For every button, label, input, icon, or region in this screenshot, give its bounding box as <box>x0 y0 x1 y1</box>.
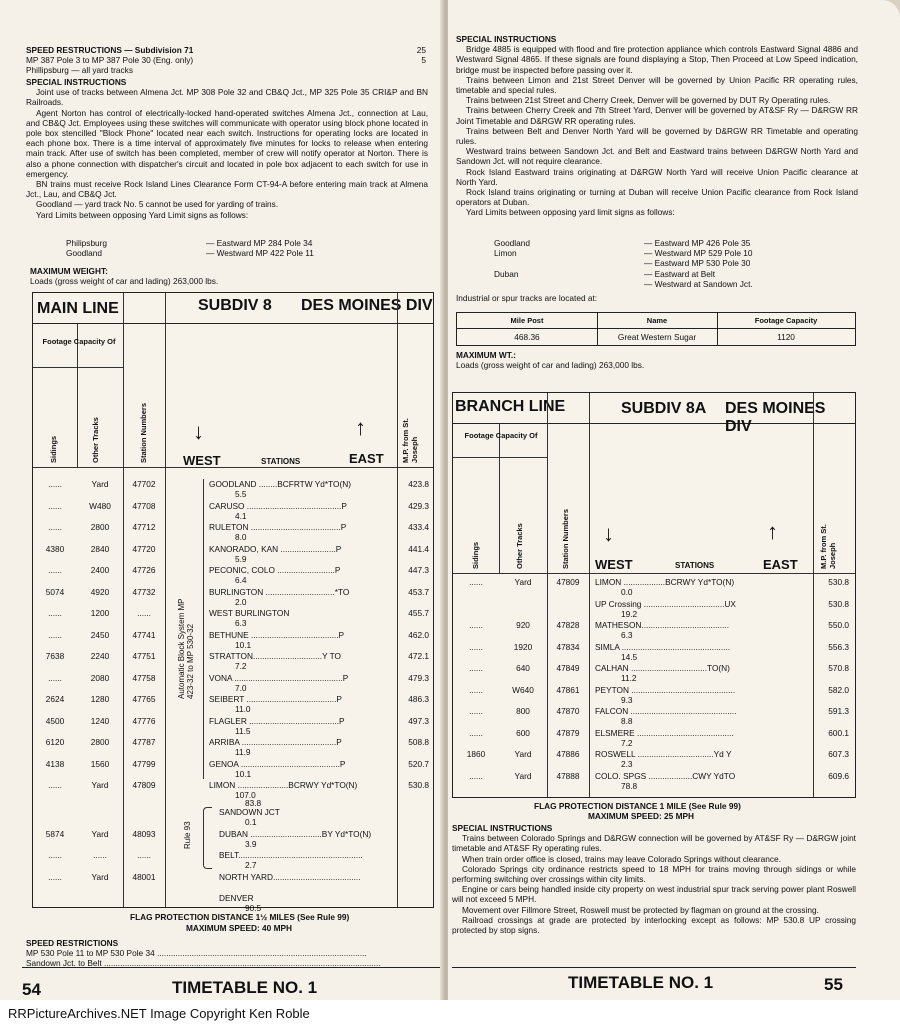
speed-restrictions-2 <box>26 938 438 969</box>
mile-post-cell: 433.4 <box>408 522 429 532</box>
stations-label: STATIONS <box>261 457 301 466</box>
watermark: RRPictureArchives.NET Image Copyright Ken Roble <box>0 1000 900 1027</box>
sidings-cell: 4380 <box>45 543 65 554</box>
station-numbers-header: Station Numbers <box>139 402 148 463</box>
flag-protection: FLAG PROTECTION DISTANCE 1 MILE (See Rule 99) <box>534 801 741 811</box>
yard-limits <box>66 238 314 258</box>
station-name: ARRIBA .........................................P <box>209 737 342 747</box>
page-number: 55 <box>824 975 843 994</box>
distance: 0.1 <box>245 817 257 827</box>
station-number-cell: 47809 <box>556 577 580 587</box>
table-division: DES MOINES DIV <box>301 297 433 314</box>
sidings-cell: 1860 <box>466 749 486 759</box>
paragraph: Trains between Belt and Denver North Yard will be governed by D&RGW RR Timetable and operating rules. <box>456 125 858 147</box>
other-tracks-cell: 800 <box>516 706 530 716</box>
yard-desc: — Eastward MP 426 Pole 35 <box>644 238 751 248</box>
paragraph: BN trains must receive Rock Island Lines Clearance Form CT-94-A before entering main track at Almena Jct., Lau, and CB&Q Jct. <box>26 179 428 200</box>
other-tracks-cell: 2080 <box>90 672 110 683</box>
arrow-down-icon: ↓ <box>603 521 614 546</box>
sidings-cell: 7638 <box>45 651 65 661</box>
yard-place <box>494 279 644 289</box>
spur-header: Name <box>646 316 668 325</box>
branch-line-table <box>452 392 856 798</box>
other-tracks-cell: 920 <box>516 620 530 630</box>
mile-post-cell: 472.1 <box>408 651 429 661</box>
block-system-label: Automatic Block System MP 423-32 to MP 530-32 <box>177 598 195 699</box>
sidings-cell: ...... <box>48 565 62 575</box>
other-tracks-cell: 4920 <box>90 586 110 597</box>
paragraph: Trains between Colorado Springs and D&RGW connection will be governed by AT&SF Ry — D&RGW joint timetable and AT&SF Ry operating rules. <box>452 833 856 854</box>
distance: 4.1 <box>235 510 247 521</box>
paragraph: Rock Island Eastward trains originating at D&RGW North Yard will receive Union Pacific clearance at North Yard. <box>456 166 858 187</box>
distance: 2.3 <box>621 759 633 769</box>
speed-title: SPEED RESTRUCTIONS — Subdivision 71 <box>26 45 194 55</box>
distance: 6.4 <box>235 575 247 585</box>
yard-desc: — Eastward at Belt <box>644 268 716 279</box>
yard-place: Limon <box>494 248 517 259</box>
other-tracks-cell: 1920 <box>513 641 533 652</box>
right-special-instructions <box>456 34 858 218</box>
mile-post-cell: 530.8 <box>828 577 849 587</box>
table-line-title: MAIN LINE <box>37 300 119 317</box>
mp-header: M.P. from St. Joseph <box>819 524 837 569</box>
station-number-cell: 47702 <box>132 479 156 489</box>
other-tracks-cell: 1240 <box>90 715 110 726</box>
max-wt-title: MAXIMUM WT.: <box>456 350 516 360</box>
distance: 10.1 <box>235 639 252 650</box>
max-weight-text: Loads (gross weight of car and lading) 263,000 lbs. <box>30 276 219 287</box>
station-name: MATHESON...................................... <box>595 620 729 630</box>
paragraph: Westward trains between Sandown Jct. and Belt and Eastward trains between D&RGW North Yard and Sandown Jct. will not require clearance. <box>456 146 858 167</box>
station-name: DENVER <box>219 893 254 903</box>
station-name: SIMLA ............................................... <box>595 641 731 652</box>
station-number-cell: 47741 <box>132 629 156 640</box>
station-number-cell: 47828 <box>556 620 580 630</box>
spur-table <box>456 312 856 346</box>
col-divider <box>499 423 500 573</box>
speed-line: Phillipsburg — all yard tracks <box>26 65 133 76</box>
paragraph: Joint use of tracks between Almena Jct. MP 308 Pole 32 and CB&Q Jct., MP 325 Pole 35 CRI&P and BN Railroads. <box>26 87 428 108</box>
paragraph: Railroad crossings at grade are protected by interlocking except as follows: MP 530.8 UP crossing protected by stop signs. <box>452 914 856 936</box>
sidings-cell: ...... <box>469 663 483 673</box>
mile-post-cell: 607.3 <box>828 749 849 759</box>
station-number-cell: 47776 <box>132 715 156 726</box>
station-name: LIMON ......................BCRWY Yd*TO(N) <box>209 780 358 790</box>
other-tracks-cell: 1200 <box>90 608 110 618</box>
other-tracks-cell: W480 <box>89 500 111 511</box>
speed-line: MP 387 Pole 3 to MP 387 Pole 30 (Eng. only) <box>26 55 194 66</box>
sidings-cell: ...... <box>469 727 483 738</box>
distance: 7.2 <box>235 661 247 671</box>
right-yard-limits <box>494 238 753 289</box>
mile-post-cell: 423.8 <box>408 479 429 489</box>
speed2-title: SPEED RESTRICTIONS <box>26 938 119 948</box>
west-label: WEST <box>595 557 633 572</box>
station-name: PECONIC, COLO .........................P <box>209 565 341 575</box>
mp-header: M.P. from St. Joseph <box>401 418 419 463</box>
paragraph: Trains between 21st Street and Cherry Creek, Denver will be governed by DUT Ry Operating rules. <box>466 95 831 106</box>
mile-post-cell: 591.3 <box>828 706 849 716</box>
station-number-cell: 48001 <box>132 871 156 882</box>
mile-post-cell: 530.8 <box>408 780 429 790</box>
paragraph: Trains between Cherry Creek and 7th Street Yard, Denver will be governed by AT&SF Ry — D&RGW RR Joint Timetable and D&RGW RR operating rules. <box>456 105 858 126</box>
other-tracks-cell: 2800 <box>90 522 110 532</box>
yard-desc: — Westward MP 529 Pole 10 <box>644 248 753 259</box>
other-tracks-cell: Yard <box>91 828 109 839</box>
distance: 90.5 <box>245 903 262 913</box>
station-name: ELSMERE .......................................... <box>595 727 734 738</box>
paragraph: Rock Island trains originating or turning at Duban will receive Union Pacific clearance from Rock Island operators at Duban. <box>456 187 858 208</box>
station-name: ROSWELL .................................Yd Y <box>595 749 732 759</box>
paragraph: Agent Norton has control of electrically-locked hand-operated switches Almena Jct., connection at Lau, and CB&Q Jct. Employees using these switches will communicate with operator using block phone located in pole box stencilled "Block Phone" located near each switch. Instructions for operating locks are located in each phone box. There is a time interval of approximately five minutes for locks to release when entering main track. After use of switch has been completed, member of crew will notify operator at Norton. There is also a phone connection with dispatcher's circuit and located in pole box adjacent to each switch for use in emergency. <box>26 107 428 179</box>
mile-post-cell: 462.0 <box>408 629 429 640</box>
arrow-down-icon: ↓ <box>193 419 204 444</box>
sidings-cell: ...... <box>469 770 483 781</box>
station-number-cell: 47879 <box>556 727 580 738</box>
left-page <box>0 0 445 1000</box>
max-wt-text: Loads (gross weight of car and lading) 263,000 lbs. <box>456 360 645 371</box>
mile-post-cell: 453.7 <box>408 586 429 597</box>
station-number-cell: 47758 <box>132 672 156 683</box>
distance: 5.5 <box>235 489 247 499</box>
speed-line-value: 5 <box>421 55 426 66</box>
distance: 11.9 <box>235 747 251 757</box>
main-line-table <box>32 292 434 913</box>
speed-restrictions <box>26 45 426 76</box>
col-divider <box>589 393 590 797</box>
mile-post-cell: 570.8 <box>828 663 849 673</box>
special-title: SPECIAL INSTRUCTIONS <box>26 77 127 87</box>
max-wt <box>456 350 644 370</box>
station-name: WEST BURLINGTON <box>209 608 290 618</box>
header-bottom-line <box>453 573 855 574</box>
sidings-cell: ...... <box>469 620 483 630</box>
station-name: VONA ...............................................P <box>209 672 349 683</box>
station-name: BELT...................................................... <box>219 850 363 860</box>
mile-post-cell: 600.1 <box>828 727 849 738</box>
sidings-cell: 4138 <box>45 758 65 769</box>
station-name: DUBAN ...............................BY Yd*TO(N) <box>219 828 372 839</box>
footer-title: TIMETABLE NO. 1 <box>568 973 714 992</box>
left-special-instructions <box>26 77 428 220</box>
distance: 8.0 <box>235 532 247 542</box>
speed2-line: Sandown Jct. to Belt ........................................................................................................................ <box>26 958 381 969</box>
max-speed: MAXIMUM SPEED: 40 MPH <box>186 923 293 933</box>
other-tracks-cell: 2800 <box>90 737 110 747</box>
distance: 8.8 <box>621 716 633 726</box>
arrow-up-icon: ↑ <box>355 415 366 440</box>
paragraph: Yard Limits between opposing yard limit signs as follows: <box>466 207 675 218</box>
other-tracks-cell: ...... <box>93 850 107 860</box>
header-bottom-line <box>33 467 433 468</box>
paragraph: When train order office is closed, trains may leave Colorado Springs without clearance. <box>462 853 781 864</box>
sidings-cell: ...... <box>469 641 483 652</box>
sidings-cell: ...... <box>48 780 62 790</box>
footer-title: TIMETABLE NO. 1 <box>172 978 318 997</box>
distance: 7.0 <box>235 682 247 693</box>
east-label: EAST <box>349 451 384 466</box>
mile-post-cell: 486.3 <box>408 694 429 704</box>
sidings-cell: ...... <box>469 684 483 695</box>
distance: 2.0 <box>235 596 247 607</box>
station-name: PEYTON ............................................. <box>595 684 736 695</box>
spur-header: Footage Capacity <box>754 316 818 325</box>
distance: 107.0 <box>235 790 256 800</box>
yard-place: Goodland <box>494 238 530 248</box>
spur-cell: 468.36 <box>514 332 540 342</box>
station-number-cell: 48093 <box>132 828 156 839</box>
sidings-cell: ...... <box>48 522 62 532</box>
yard-desc: — Eastward MP 530 Pole 30 <box>644 258 751 269</box>
station-number-cell: ...... <box>137 608 151 618</box>
other-tracks-cell: Yard <box>514 749 532 759</box>
sidings-cell: ...... <box>469 577 483 587</box>
max-weight <box>30 266 218 286</box>
page-number: 54 <box>22 980 41 999</box>
other-tracks-cell: Yard <box>514 770 532 781</box>
mile-post-cell: 556.3 <box>828 641 849 652</box>
sidings-cell: ...... <box>48 871 62 882</box>
station-number-cell: 47787 <box>132 737 156 747</box>
other-tracks-cell: 640 <box>516 663 530 673</box>
distance: 78.8 <box>621 780 638 791</box>
speed-title-value: 25 <box>416 45 426 55</box>
station-number-cell: 47732 <box>132 586 156 597</box>
table-title-row <box>453 393 855 435</box>
rule-label: Rule 93 <box>183 821 192 849</box>
special2-title: SPECIAL INSTRUCTIONS <box>452 823 553 833</box>
table-title-row <box>33 293 433 324</box>
mile-post-cell: 497.3 <box>408 715 429 726</box>
mile-post-cell: 582.0 <box>828 684 849 695</box>
speed2-line: MP 530 Pole 11 to MP 530 Pole 34 ........................................................................................... <box>26 948 367 959</box>
station-number-cell: 47849 <box>556 663 580 673</box>
station-name: FLAGLER .......................................P <box>209 715 345 726</box>
footer-rule <box>452 967 856 968</box>
footage-header: Footage Capacity Of <box>42 337 116 346</box>
station-number-cell: 47809 <box>132 780 156 790</box>
station-number-cell: 47708 <box>132 500 156 511</box>
distance: 11.0 <box>235 704 251 714</box>
mile-post-cell: 447.3 <box>408 565 429 575</box>
other-tracks-cell: Yard <box>91 479 109 489</box>
sidings-cell: ...... <box>48 608 62 618</box>
mile-post-cell: 520.7 <box>408 758 429 769</box>
station-number-cell: 47870 <box>556 706 580 716</box>
paragraph: Goodland — yard track No. 5 cannot be used for yarding of trains. <box>36 199 279 210</box>
mile-post-cell: 479.3 <box>408 672 429 683</box>
station-name: BETHUNE ......................................P <box>209 629 345 640</box>
right-page <box>448 0 900 1000</box>
sidings-header: Sidings <box>471 541 480 569</box>
distance: 3.9 <box>245 838 257 849</box>
yard-place <box>494 258 644 268</box>
yard-place: Goodland <box>66 248 102 259</box>
station-name: FALCON .............................................. <box>595 706 737 716</box>
other-tracks-cell: Yard <box>91 780 109 790</box>
spur-cell: 1120 <box>777 332 795 342</box>
sidings-cell: 5074 <box>45 586 65 597</box>
rule-bracket <box>203 807 212 869</box>
mile-post-cell: 530.8 <box>828 598 849 609</box>
station-name: SEIBERT .......................................P <box>209 694 342 704</box>
station-name: UP Crossing ...................................UX <box>595 598 736 609</box>
distance: 5.9 <box>235 553 247 564</box>
mile-post-cell: 441.4 <box>408 543 429 554</box>
station-number-cell: 47712 <box>132 522 156 532</box>
sidings-cell: ...... <box>48 850 62 860</box>
sidings-cell: 6120 <box>45 737 65 747</box>
other-tracks-header: Other Tracks <box>515 523 524 569</box>
mile-post-cell: 455.7 <box>408 608 429 618</box>
mile-post-cell: 550.0 <box>828 620 849 630</box>
station-name: COLO. SPGS ...................CWY YdTO <box>595 770 736 781</box>
spur-cell: Great Western Sugar <box>617 332 697 342</box>
row-divider <box>33 367 123 368</box>
station-name: STRATTON..............................Y TO <box>209 651 342 661</box>
stations-label: STATIONS <box>675 561 715 570</box>
other-tracks-cell: Yard <box>514 577 532 587</box>
other-tracks-cell: 1280 <box>90 694 110 704</box>
station-number-cell: 47861 <box>556 684 580 695</box>
col-divider <box>397 293 398 907</box>
sidings-cell: 4500 <box>45 715 65 726</box>
distance: 19.2 <box>621 608 638 619</box>
distance: 14.5 <box>621 651 638 662</box>
distance: 6.3 <box>621 630 633 640</box>
col-divider <box>123 293 124 907</box>
distance: 11.2 <box>621 673 637 683</box>
sidings-header: Sidings <box>49 435 58 463</box>
other-tracks-cell: 2240 <box>90 651 110 661</box>
station-name: GENOA ...........................................P <box>209 758 346 769</box>
paragraph: Yard Limits between opposing Yard Limit signs as follows: <box>36 209 249 220</box>
station-number-cell: 47799 <box>132 758 156 769</box>
mile-post-cell: 508.8 <box>408 737 429 747</box>
other-tracks-cell: W640 <box>512 684 534 695</box>
station-name: CARUSO .........................................P <box>209 500 347 511</box>
yard-desc: — Westward MP 422 Pole 11 <box>206 248 314 259</box>
station-name: SANDOWN JCT <box>219 807 280 817</box>
paragraph: Bridge 4885 is equipped with flood and fire protection appliance which controls Eastward Signal 4886 and Westward Signal 4865. If these signals are found displaying a Stop, Then Proceed at Low Speed indication, bridge must be inspected before passing over it. <box>456 44 858 75</box>
table-line-title: BRANCH LINE <box>455 398 566 415</box>
distance: 7.2 <box>621 737 633 748</box>
west-label: WEST <box>183 453 221 468</box>
distance: 10.1 <box>235 768 252 779</box>
sidings-cell: ...... <box>48 672 62 683</box>
right-special-instructions-2 <box>452 823 856 935</box>
sidings-cell: ...... <box>48 629 62 640</box>
yard-desc: — Eastward MP 284 Pole 34 <box>206 238 313 248</box>
sidings-cell: 2624 <box>45 694 65 704</box>
station-number-cell: 47886 <box>556 749 580 759</box>
station-number-cell: ...... <box>137 850 151 860</box>
paragraph: Colorado Springs city ordinance restricts speed to 18 MPH for trains moving through sidings or while performing switching over crossings within city limits. <box>452 863 856 885</box>
mile-post-cell: 609.6 <box>828 770 849 781</box>
other-tracks-cell: Yard <box>91 871 109 882</box>
station-name: RULETON .......................................P <box>209 522 347 532</box>
other-tracks-cell: 2450 <box>90 629 110 640</box>
other-tracks-header: Other Tracks <box>91 417 100 463</box>
mile-post-cell: 429.3 <box>408 500 429 511</box>
paragraph: Movement over Fillmore Street, Roswell must be protected by flagman on ground at the crossing. <box>462 904 819 915</box>
station-number-cell: 47765 <box>132 694 156 704</box>
distance: 11.5 <box>235 725 251 736</box>
sidings-cell: 5874 <box>45 828 65 839</box>
footage-header: Footage Capacity Of <box>464 431 538 440</box>
paragraph: Engine or cars being handled inside city property on west industrial spur track serving power plant Roswell will not exceed 5 MPH. <box>452 884 856 905</box>
table-subdiv: SUBDIV 8 <box>198 297 272 314</box>
other-tracks-cell: 2840 <box>90 543 110 554</box>
special-title: SPECIAL INSTRUCTIONS <box>456 34 557 44</box>
station-name: BURLINGTON ..............................*TO <box>209 586 350 597</box>
distance: 83.8 <box>245 798 262 808</box>
station-number-cell: 47720 <box>132 543 156 554</box>
yard-place: Duban <box>494 268 519 279</box>
station-name: NORTH YARD...................................... <box>219 871 361 882</box>
station-number-cell: 47834 <box>556 641 580 652</box>
station-name: KANORADO, KAN ........................P <box>209 543 342 554</box>
station-name: LIMON ..................BCRWY Yd*TO(N) <box>595 577 735 587</box>
distance: 0.0 <box>621 587 633 597</box>
max-speed: MAXIMUM SPEED: 25 MPH <box>588 811 695 821</box>
east-label: EAST <box>763 557 798 572</box>
table-division: DES MOINES DIV <box>725 400 826 435</box>
distance: 9.3 <box>621 694 633 705</box>
col-divider <box>165 293 166 907</box>
sidings-cell: ...... <box>48 500 62 511</box>
arrow-up-icon: ↑ <box>767 519 778 544</box>
paragraph: Trains between Limon and 21st Street Denver will be governed by Union Pacific RR operating rules, timetable and special rules. <box>456 74 858 96</box>
station-numbers-header: Station Numbers <box>561 508 570 569</box>
sidings-cell: ...... <box>469 706 483 716</box>
station-number-cell: 47888 <box>556 770 580 781</box>
distance: 6.3 <box>235 618 247 628</box>
station-number-cell: 47726 <box>132 565 156 575</box>
station-name: CALHAN .................................TO(N) <box>595 663 730 673</box>
other-tracks-cell: 2400 <box>90 565 110 575</box>
sidings-cell: ...... <box>48 479 62 489</box>
station-number-cell: 47751 <box>132 651 156 661</box>
other-tracks-cell: 600 <box>516 727 530 738</box>
spur-text: Industrial or spur tracks are located at: <box>456 293 598 303</box>
distance: 2.7 <box>245 860 257 870</box>
row-divider <box>457 328 855 329</box>
table-subdiv: SUBDIV 8A <box>621 400 707 417</box>
other-tracks-cell: 1560 <box>90 758 110 769</box>
row-divider <box>453 457 547 458</box>
max-weight-title: MAXIMUM WEIGHT: <box>30 266 108 276</box>
spur-header: Mile Post <box>510 316 544 325</box>
yard-desc: — Westward at Sandown Jct. <box>644 278 753 289</box>
station-name: GOODLAND ........BCFRTW Yd*TO(N) <box>209 479 351 489</box>
footer-rule <box>22 967 442 968</box>
yard-place: Philipsburg <box>66 238 108 248</box>
flag-protection: FLAG PROTECTION DISTANCE 1½ MILES (See Rule 99) <box>130 912 350 922</box>
